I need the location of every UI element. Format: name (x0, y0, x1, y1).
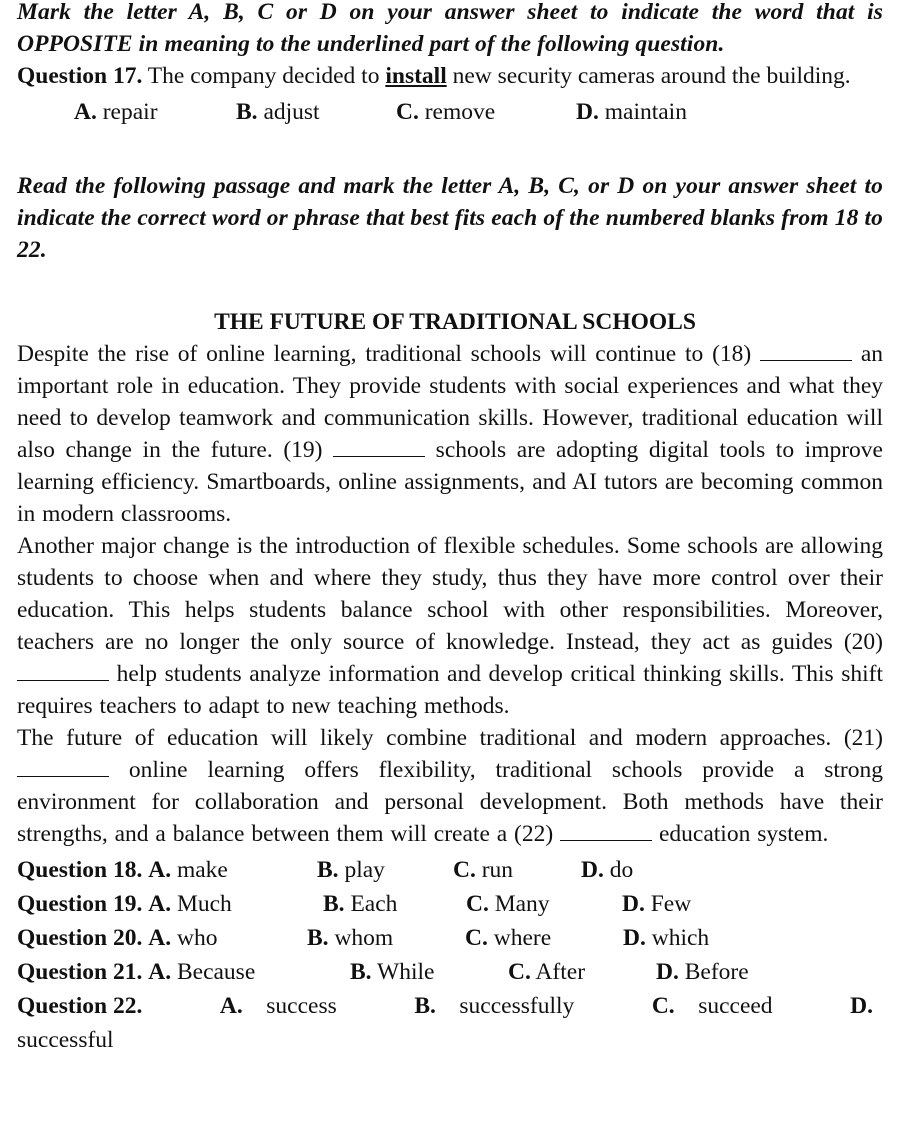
option-text: remove (418, 99, 496, 125)
question-label: Question 18. (17, 857, 143, 883)
question-18-row (17, 854, 883, 888)
passage-paragraph-2 (17, 530, 883, 722)
question-21-row (17, 956, 883, 990)
option-letter: A. (148, 925, 172, 951)
option-c[interactable] (453, 854, 581, 886)
paragraph-text: help students analyze information and develop critical thinking skills. This shift requires teachers to adapt to new teaching methods. (17, 661, 883, 719)
option-letter: A. (148, 857, 172, 883)
option-d-letter[interactable] (850, 990, 873, 1022)
question-17-label: Question 17. (17, 63, 143, 89)
option-text: do (603, 857, 634, 883)
option-letter: A. (148, 891, 172, 917)
option-letter: B. (350, 959, 372, 985)
question-label: Question 22. (17, 993, 143, 1019)
blank-21[interactable] (17, 758, 109, 777)
option-letter: D. (576, 99, 599, 125)
option-letter: D. (581, 857, 604, 883)
paragraph-text: Another major change is the introduction of flexible schedules. Some schools are allowing students to choose when and where they study, thus they have more control over their education. This helps students balance school with other responsibilities. Moreover, teachers are no longer the only source of knowledge. Instead, they act as guides (20) (17, 533, 883, 655)
option-letter: B. (414, 993, 436, 1019)
option-letter: B. (236, 99, 258, 125)
option-d-text[interactable]: successful (17, 1027, 114, 1053)
option-text: After (530, 959, 586, 985)
option-a[interactable] (17, 956, 350, 988)
blank-18[interactable] (760, 342, 852, 361)
passage-paragraph-3 (17, 722, 883, 850)
option-a[interactable] (17, 854, 317, 886)
passage-instruction: Read the following passage and mark the letter A, B, C, or D on your answer sheet to indicate the correct word or phrase that best fits each of the numbered blanks from 18 to 22. (17, 173, 883, 263)
paragraph-text: Despite the rise of online learning, traditional schools will continue to (18) (17, 341, 761, 367)
option-b[interactable] (350, 956, 508, 988)
paragraph-text: online learning offers flexibility, traditional schools provide a strong environment for collaboration and personal development. Both methods have their strengths, and a balance between them will create a (22) (17, 757, 883, 847)
option-d[interactable] (656, 956, 749, 988)
option-b[interactable] (236, 96, 396, 130)
question-17-text-after: new security cameras around the building. (446, 63, 851, 89)
paragraph-text: education system. (652, 821, 829, 847)
option-text: succeed (698, 993, 773, 1019)
passage-title: THE FUTURE OF TRADITIONAL SCHOOLS (214, 309, 696, 335)
option-text: success (266, 993, 337, 1019)
option-letter: D. (850, 993, 873, 1019)
option-text: run (475, 857, 514, 883)
option-letter: D. (623, 925, 646, 951)
paragraph-text: schools are adopting digital tools to improve learning efficiency. Smartboards, online assignments, and AI tutors are becoming common in modern classrooms. (17, 437, 883, 527)
option-d[interactable] (576, 96, 687, 130)
option-letter: D. (622, 891, 645, 917)
option-text: Before (678, 959, 749, 985)
option-letter: C. (466, 891, 489, 917)
option-letter: C. (508, 959, 531, 985)
option-letter: C. (651, 993, 675, 1019)
option-text: make (171, 857, 228, 883)
option-text: where (487, 925, 552, 951)
option-letter: B. (323, 891, 345, 917)
question-17-text-before: The company decided to (142, 63, 386, 89)
option-letter: C. (396, 99, 419, 125)
blank-20[interactable] (17, 662, 109, 681)
option-b[interactable] (307, 922, 465, 954)
opposite-instruction: Mark the letter A, B, C or D on your answer sheet to indicate the word that is OPPOSITE in meaning to the underlined part of the following question. (17, 0, 883, 57)
option-c[interactable] (466, 888, 622, 920)
paragraph-text: The future of education will likely combine traditional and modern approaches. (21) (17, 725, 883, 751)
option-letter: C. (465, 925, 488, 951)
option-c[interactable] (396, 96, 576, 130)
option-a[interactable] (17, 922, 307, 954)
option-text: whom (328, 925, 394, 951)
option-a[interactable] (17, 888, 323, 920)
option-letter: B. (307, 925, 329, 951)
option-text: successfully (459, 993, 575, 1019)
question-17-options (74, 96, 883, 130)
option-text: which (645, 925, 710, 951)
option-text: play (338, 857, 385, 883)
question-22-row (17, 990, 883, 1024)
answer-options (17, 854, 883, 1056)
option-b[interactable] (317, 854, 453, 886)
option-text: repair (96, 99, 158, 125)
option-c[interactable] (508, 956, 656, 988)
underlined-word: install (385, 63, 447, 89)
option-letter: A. (148, 959, 172, 985)
option-d[interactable] (622, 888, 691, 920)
option-text: Much (171, 891, 232, 917)
option-letter: A. (74, 99, 97, 125)
option-letter: A. (219, 993, 243, 1019)
option-text: who (171, 925, 218, 951)
option-text: While (371, 959, 435, 985)
option-text: Because (171, 959, 256, 985)
option-a[interactable] (74, 96, 236, 130)
blank-19[interactable] (333, 438, 425, 457)
question-label: Question 21. (17, 959, 143, 985)
option-text: Many (488, 891, 550, 917)
option-text: Each (344, 891, 398, 917)
option-d[interactable] (581, 854, 633, 886)
option-letter: B. (317, 857, 339, 883)
option-d[interactable] (623, 922, 709, 954)
option-letter: D. (656, 959, 679, 985)
paragraph-text: an important role in education. They provide students with social experiences and what they need to develop teamwork and communication skills. However, traditional education will also change in the future. (19) (17, 341, 883, 463)
option-b[interactable] (414, 990, 574, 1022)
option-letter: C. (453, 857, 476, 883)
question-17 (17, 60, 883, 92)
question-19-row (17, 888, 883, 922)
passage-paragraph-1 (17, 338, 883, 530)
option-b[interactable] (323, 888, 466, 920)
question-20-row (17, 922, 883, 956)
option-text: maintain (598, 99, 687, 125)
blank-22[interactable] (560, 822, 652, 841)
option-a[interactable] (220, 990, 337, 1022)
option-c[interactable] (465, 922, 623, 954)
question-label: Question 19. (17, 891, 143, 917)
question-label: Question 20. (17, 925, 143, 951)
option-c[interactable] (652, 990, 773, 1022)
option-text: adjust (257, 99, 320, 125)
option-text: Few (644, 891, 692, 917)
